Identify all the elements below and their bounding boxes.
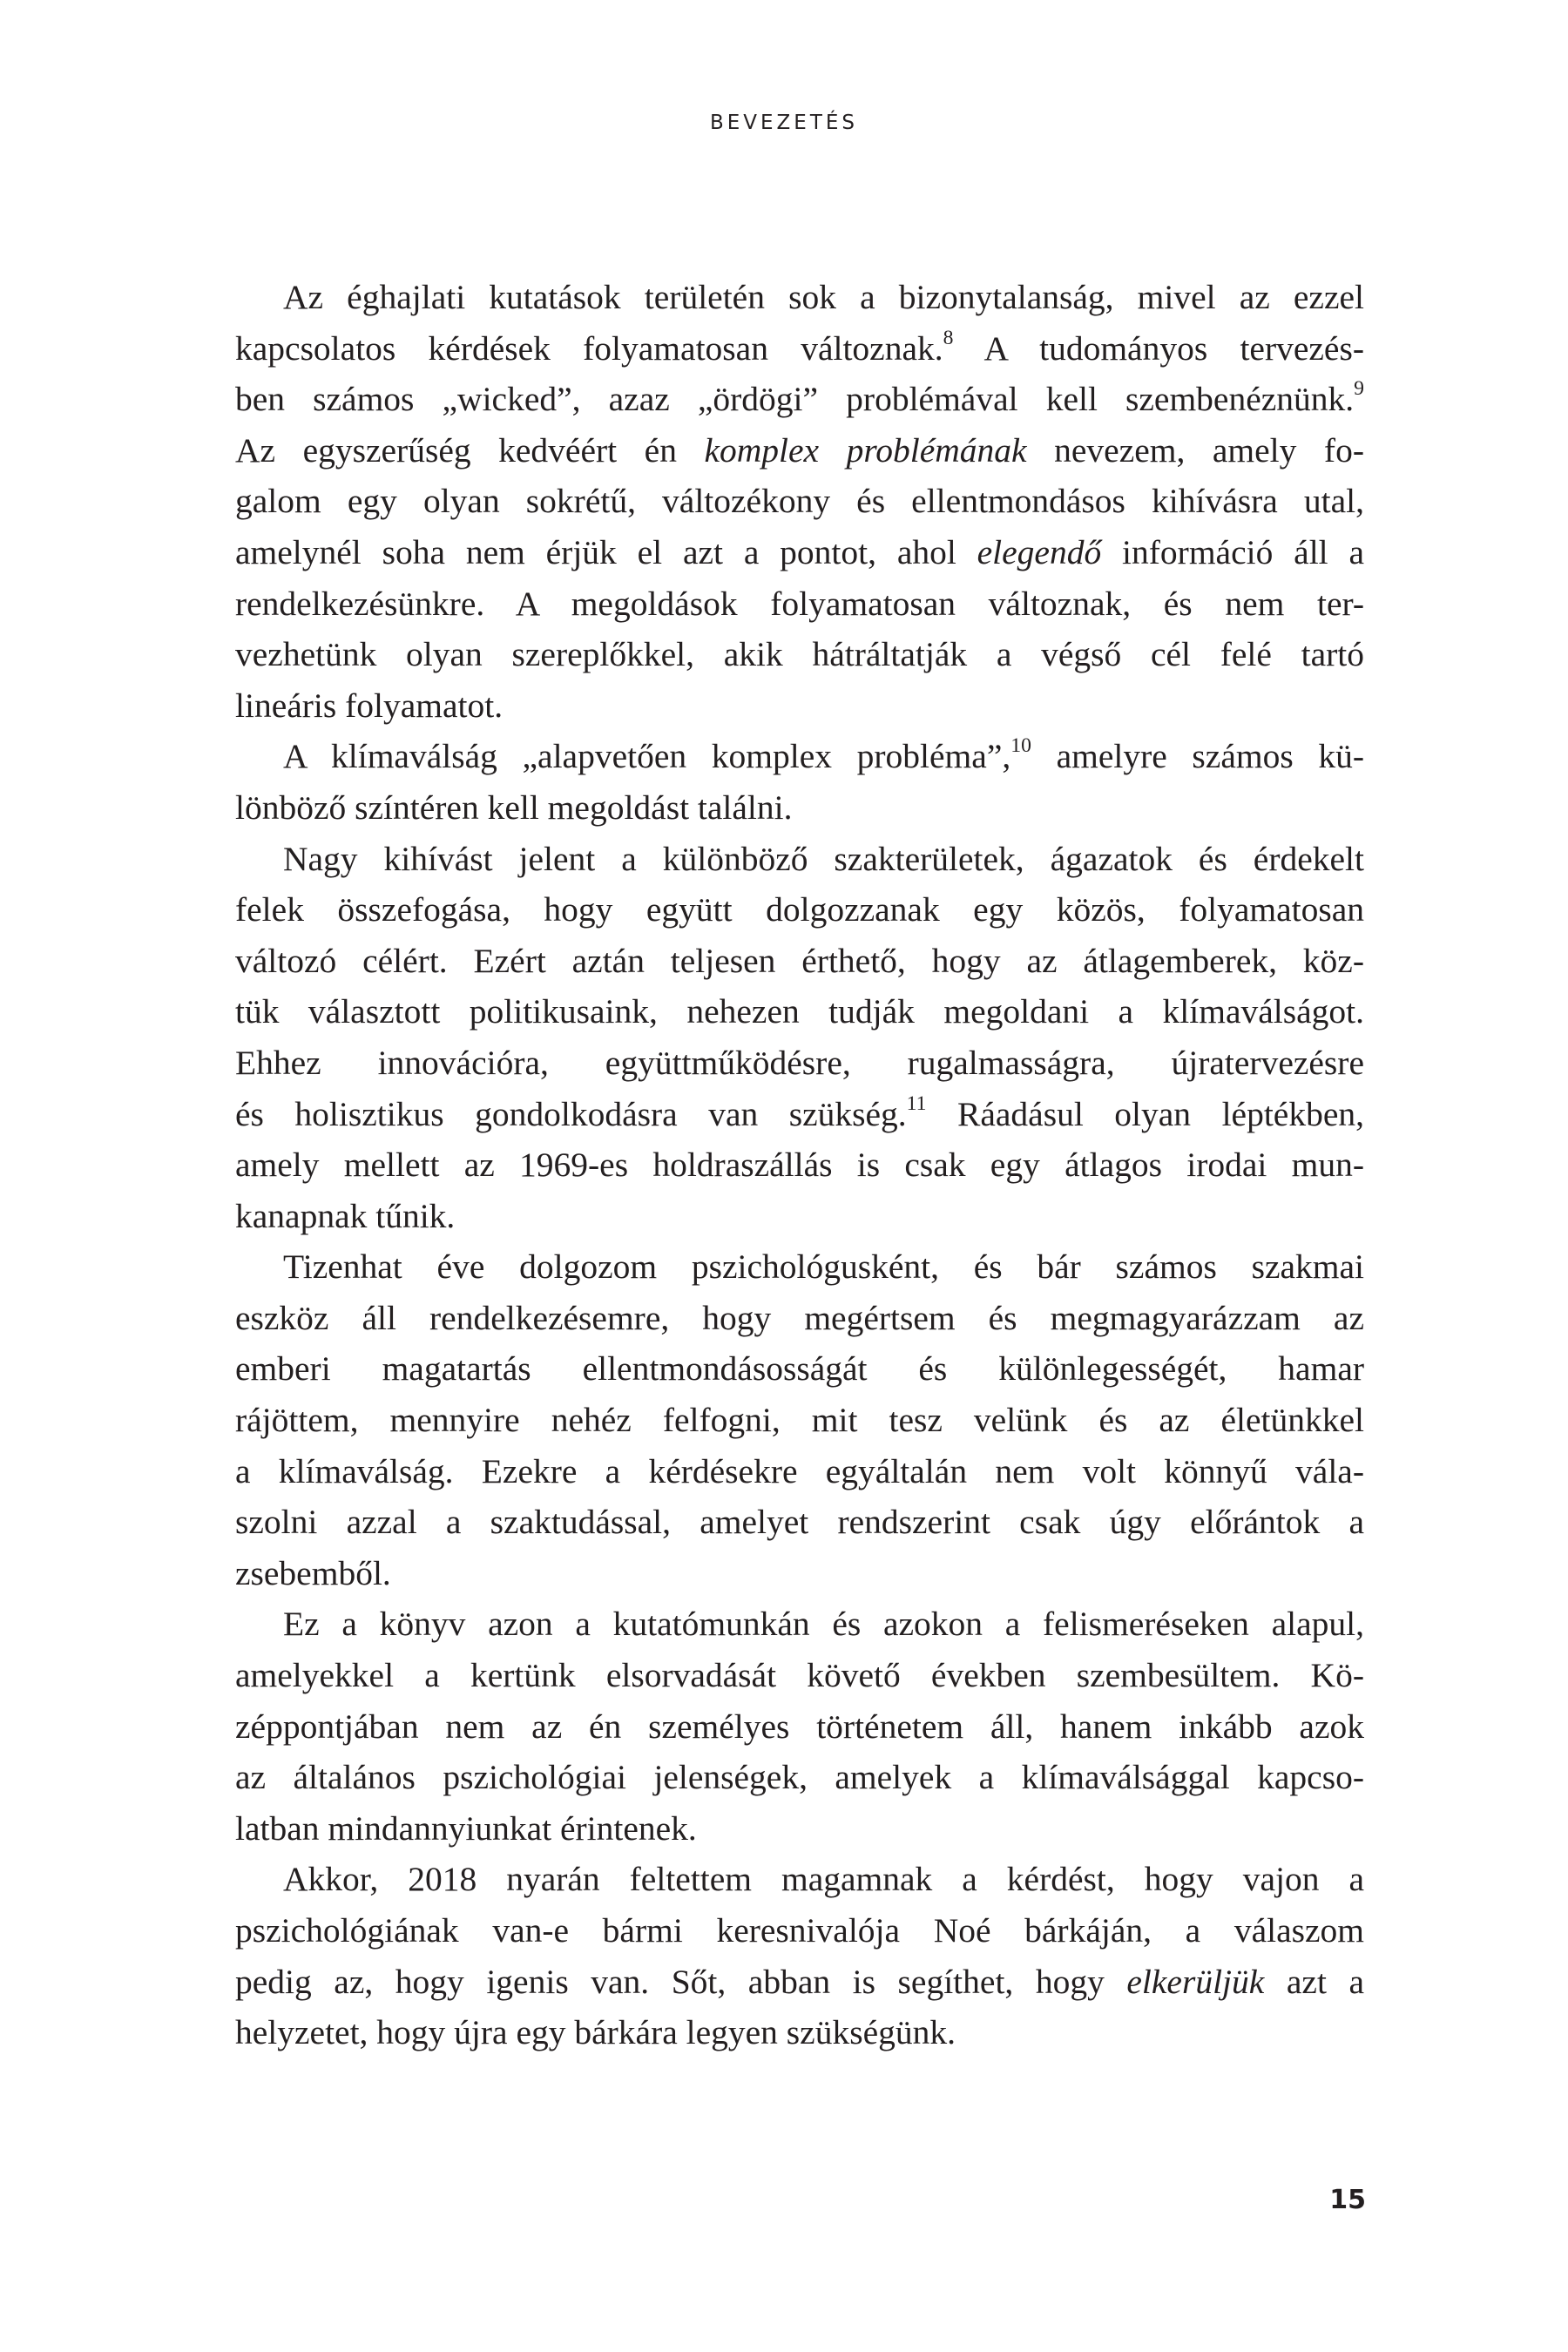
text-line — [235, 1650, 1364, 1701]
text-line — [235, 782, 1364, 834]
text-run: tük választott politikusaink, nehezen tudják megoldani a klímaválságot. — [235, 992, 1364, 1031]
text-line — [235, 323, 1364, 375]
text-line — [235, 527, 1364, 578]
text-line — [235, 1701, 1364, 1753]
footnote-reference: 8 — [943, 326, 954, 349]
text-run: rájöttem, mennyire nehéz felfogni, mit tesz velünk és az életünkkel — [235, 1401, 1364, 1440]
text-line — [235, 1446, 1364, 1497]
text-line — [235, 1548, 1364, 1599]
text-line — [235, 374, 1364, 425]
text-line — [235, 1191, 1364, 1242]
text-run: vezhetünk olyan szereplőkkel, akik hátráltatják a végső cél felé tartó — [235, 635, 1364, 674]
text-line — [235, 1497, 1364, 1548]
text-run: Tizenhat éve dolgozom pszichológusként, és bár számos szakmai — [283, 1247, 1364, 1287]
text-run: Ez a könyv azon a kutatómunkán és azokon a felismeréseken alapul, — [283, 1605, 1364, 1644]
text-line — [235, 1139, 1364, 1191]
emphasis-text: elkerüljük — [1126, 1962, 1265, 2001]
footnote-reference: 9 — [1354, 377, 1364, 401]
paragraph — [235, 1598, 1364, 1854]
text-line — [235, 476, 1364, 527]
text-line — [235, 2007, 1364, 2058]
text-run: lönböző színtéren kell megoldást találni. — [235, 787, 793, 827]
text-run: galom egy olyan sokrétű, változékony és ellentmondásos kihívásra utal, — [235, 482, 1364, 521]
footnote-reference: 11 — [906, 1092, 927, 1115]
text-run: emberi magatartás ellentmondásosságát és különlegességét, hamar — [235, 1349, 1364, 1389]
text-run: információ áll a — [1101, 532, 1364, 571]
text-run: ben számos „wicked”, azaz „ördögi” problémával kell szembenéznünk. — [235, 380, 1355, 419]
text-run: zéppontjában nem az én személyes történetem áll, hanem inkább azok — [235, 1707, 1364, 1746]
text-run: latban mindannyiunkat érintenek. — [235, 1808, 697, 1848]
paragraph — [235, 1854, 1364, 2058]
text-line — [235, 1803, 1364, 1855]
text-line — [235, 1395, 1364, 1446]
text-line — [235, 1752, 1364, 1803]
text-run: változó célért. Ezért aztán teljesen érthető, hogy az átlagemberek, köz- — [235, 941, 1364, 980]
text-run: A tudományos tervezés- — [953, 328, 1364, 368]
running-head: BEVEZETÉS — [709, 112, 859, 134]
text-run: az általános pszichológiai jelenségek, amelyek a klímaválsággal kapcso- — [235, 1758, 1364, 1797]
text-run: Ráadásul olyan léptékben, — [926, 1094, 1364, 1133]
text-line — [235, 1854, 1364, 1905]
text-line — [235, 680, 1364, 732]
text-line — [235, 272, 1364, 323]
text-run: és holisztikus gondolkodásra van szükség. — [235, 1094, 907, 1133]
text-run: Az egyszerűség kedvéért én — [235, 430, 705, 470]
text-line — [235, 834, 1364, 885]
text-run: rendelkezésünkre. A megoldások folyamatosan változnak, és nem ter- — [235, 584, 1364, 623]
text-run: A klímaválság „alapvetően komplex probléma”, — [283, 737, 1011, 776]
text-line — [235, 986, 1364, 1037]
page-number: 15 — [1329, 2185, 1366, 2215]
text-line — [235, 1598, 1364, 1650]
text-line — [235, 1241, 1364, 1293]
text-run: amelyre számos kü- — [1031, 737, 1365, 776]
text-line — [235, 936, 1364, 987]
text-run: eszköz áll rendelkezésemre, hogy megértsem és megmagyarázzam az — [235, 1298, 1364, 1337]
text-run: helyzetet, hogy újra egy bárkára legyen szükségünk. — [235, 2013, 956, 2052]
text-run: kanapnak tűnik. — [235, 1196, 456, 1235]
text-run: nevezem, amely fo- — [1026, 430, 1364, 470]
text-line — [235, 884, 1364, 936]
emphasis-text: elegendő — [977, 532, 1102, 571]
text-line — [235, 731, 1364, 782]
paragraph — [235, 1241, 1364, 1598]
text-line — [235, 1293, 1364, 1344]
text-run: kapcsolatos kérdések folyamatosan változnak. — [235, 328, 943, 368]
text-line — [235, 1343, 1364, 1395]
text-run: lineáris folyamatot. — [235, 686, 504, 725]
text-run: Akkor, 2018 nyarán feltettem magamnak a kérdést, hogy vajon a — [283, 1860, 1364, 1899]
text-run: zsebemből. — [235, 1553, 391, 1592]
text-run: amely mellett az 1969-es holdraszállás is csak egy átlagos irodai mun- — [235, 1146, 1364, 1185]
text-run: amelynél soha nem érjük el azt a pontot, ahol — [235, 532, 977, 571]
text-run: amelyekkel a kertünk elsorvadását követő években szembesültem. Kö- — [235, 1656, 1364, 1695]
text-run: pszichológiának van-e bármi keresnivalója Noé bárkáján, a válaszom — [235, 1911, 1364, 1950]
text-line — [235, 1089, 1364, 1140]
paragraph — [235, 731, 1364, 833]
text-run: a klímaválság. Ezekre a kérdésekre egyáltalán nem volt könnyű vála- — [235, 1451, 1364, 1490]
emphasis-text: komplex problémának — [704, 430, 1027, 470]
text-line — [235, 1905, 1364, 1957]
text-run: szolni azzal a szaktudással, amelyet rendszerint csak úgy előrántok a — [235, 1503, 1364, 1542]
text-run: Ehhez innovációra, együttműködésre, rugalmasságra, újratervezésre — [235, 1043, 1364, 1082]
paragraph — [235, 834, 1364, 1242]
footnote-reference: 10 — [1010, 734, 1031, 758]
text-run: felek összefogása, hogy együtt dolgozzanak egy közös, folyamatosan — [235, 890, 1364, 929]
text-run: azt a — [1264, 1962, 1364, 2001]
text-line — [235, 425, 1364, 476]
text-run: Az éghajlati kutatások területén sok a bizonytalanság, mivel az ezzel — [283, 278, 1364, 316]
text-line — [235, 578, 1364, 630]
text-line — [235, 1037, 1364, 1089]
text-run: Nagy kihívást jelent a különböző szakterületek, ágazatok és érdekelt — [283, 839, 1364, 878]
body-text — [235, 272, 1364, 2058]
text-run: pedig az, hogy igenis van. Sőt, abban is segíthet, hogy — [235, 1962, 1127, 2001]
text-line — [235, 629, 1364, 680]
paragraph — [235, 272, 1364, 731]
text-line — [235, 1957, 1364, 2008]
